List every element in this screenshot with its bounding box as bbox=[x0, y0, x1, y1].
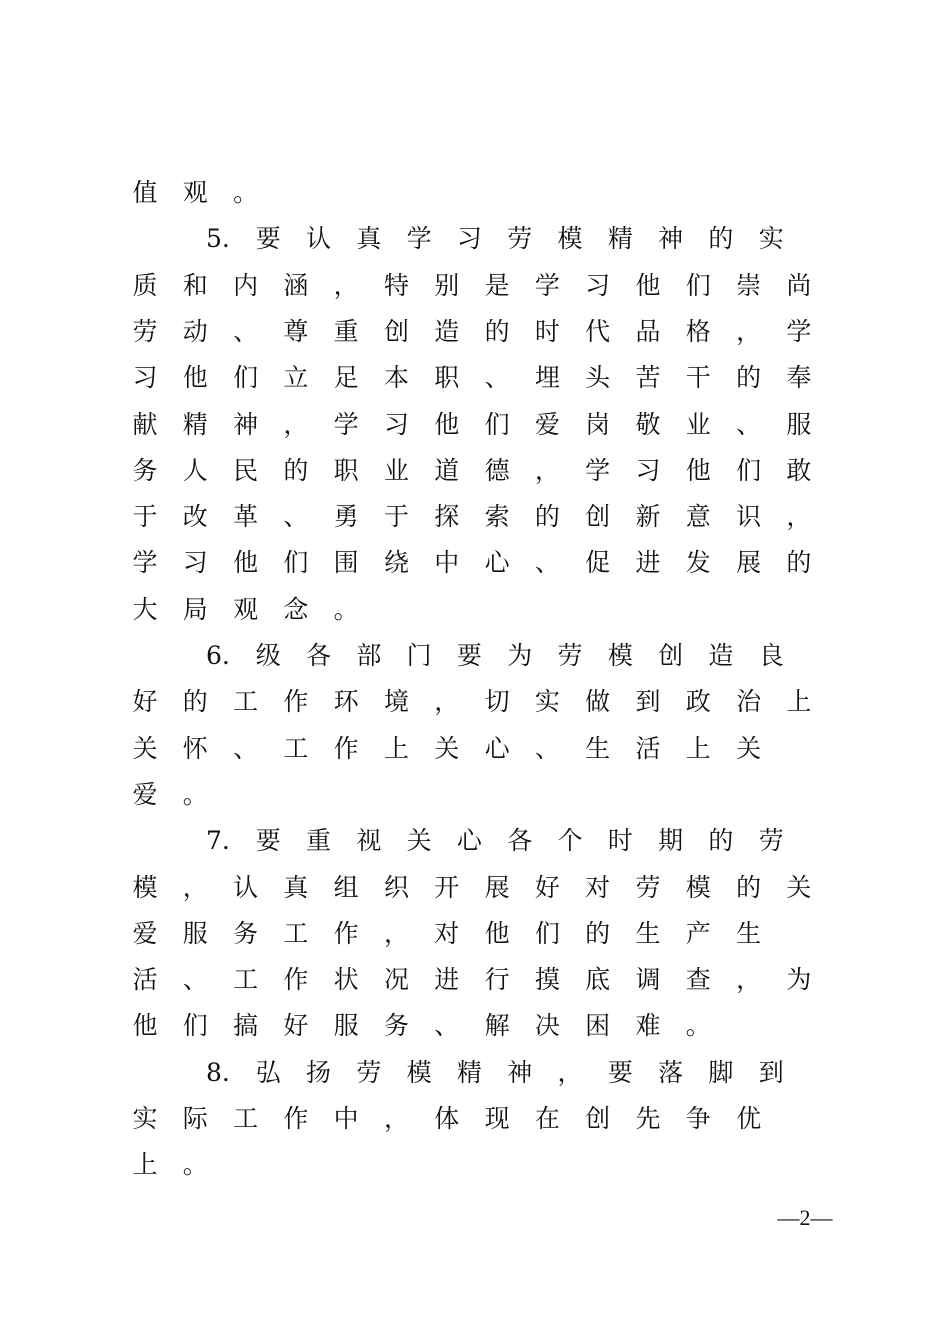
text-line bbox=[130, 263, 820, 309]
text-glyph: 优 bbox=[736, 1104, 762, 1133]
text-glyph: ， bbox=[383, 918, 409, 948]
text-glyph: 爱 bbox=[132, 779, 158, 809]
text-glyph: 模 bbox=[607, 641, 633, 670]
text-glyph: 作 bbox=[283, 687, 309, 717]
text-glyph: 扬 bbox=[306, 1057, 332, 1087]
text-glyph: 。 bbox=[182, 1150, 208, 1180]
text-glyph: 学 bbox=[786, 316, 812, 346]
text-glyph: 劳 bbox=[507, 224, 533, 254]
text-glyph: 落 bbox=[658, 1057, 684, 1087]
text-glyph: 要 bbox=[255, 224, 281, 254]
text-glyph: 重 bbox=[333, 316, 359, 346]
text-glyph: 习 bbox=[635, 455, 661, 485]
text-glyph: 关 bbox=[786, 872, 812, 902]
text-glyph: 上 bbox=[383, 733, 409, 763]
text-glyph: 作 bbox=[333, 918, 359, 948]
text-glyph: 况 bbox=[383, 965, 409, 995]
text-glyph: 职 bbox=[434, 363, 460, 393]
text-glyph: 工 bbox=[283, 733, 309, 763]
text-glyph: 决 bbox=[534, 1011, 560, 1041]
text-glyph: 、 bbox=[484, 363, 510, 393]
text-glyph: 务 bbox=[132, 455, 158, 485]
text-glyph: 识 bbox=[736, 502, 762, 532]
text-glyph: 业 bbox=[685, 409, 711, 439]
text-glyph: 困 bbox=[585, 1011, 611, 1041]
text-glyph: 、 bbox=[233, 733, 259, 763]
text-glyph: 先 bbox=[635, 1104, 661, 1133]
text-glyph: 们 bbox=[233, 363, 259, 393]
text-glyph: 动 bbox=[182, 316, 208, 346]
text-glyph: 好 bbox=[132, 687, 158, 717]
text-glyph: 他 bbox=[635, 270, 661, 300]
text-glyph: 观 bbox=[233, 594, 259, 624]
text-glyph: 6. bbox=[205, 641, 230, 670]
text-glyph: 关 bbox=[434, 733, 460, 763]
text-glyph: 好 bbox=[534, 872, 560, 902]
text-glyph: 实 bbox=[132, 1104, 158, 1133]
text-glyph: 创 bbox=[383, 316, 409, 346]
text-glyph: 习 bbox=[585, 270, 611, 300]
text-glyph: 造 bbox=[708, 641, 734, 670]
text-line bbox=[130, 402, 820, 448]
text-glyph: 他 bbox=[182, 363, 208, 393]
text-glyph: 们 bbox=[182, 1011, 208, 1041]
text-glyph: 工 bbox=[233, 687, 259, 717]
text-glyph: 品 bbox=[635, 316, 661, 346]
text-glyph: 摸 bbox=[534, 965, 560, 995]
text-glyph: 争 bbox=[685, 1104, 711, 1133]
text-line bbox=[130, 309, 820, 355]
text-glyph: 是 bbox=[484, 270, 510, 300]
text-glyph: 服 bbox=[182, 918, 208, 948]
text-glyph: 在 bbox=[534, 1104, 560, 1133]
text-glyph: 、 bbox=[736, 409, 762, 439]
text-glyph: 境 bbox=[383, 687, 409, 717]
text-glyph: 苦 bbox=[635, 363, 661, 393]
text-glyph: 职 bbox=[333, 455, 359, 485]
text-glyph: 创 bbox=[658, 641, 684, 670]
text-line bbox=[130, 448, 820, 494]
text-glyph: 围 bbox=[333, 548, 359, 578]
text-glyph: 学 bbox=[132, 548, 158, 578]
text-glyph: 的 bbox=[736, 872, 762, 902]
text-glyph: 德 bbox=[484, 455, 510, 485]
text-glyph: 精 bbox=[456, 1057, 482, 1087]
text-glyph: 状 bbox=[333, 965, 359, 995]
text-glyph: 视 bbox=[356, 826, 382, 856]
text-glyph: 观 bbox=[182, 178, 208, 207]
text-glyph: 劳 bbox=[635, 872, 661, 902]
text-glyph: 精 bbox=[182, 409, 208, 439]
text-glyph: 干 bbox=[685, 363, 711, 393]
text-line bbox=[130, 355, 820, 401]
text-glyph: 切 bbox=[484, 687, 510, 717]
text-glyph: 作 bbox=[283, 965, 309, 995]
text-glyph: 劳 bbox=[557, 641, 583, 670]
text-glyph: 神 bbox=[658, 224, 684, 254]
text-glyph: 创 bbox=[585, 1104, 611, 1133]
text-glyph: 质 bbox=[132, 270, 158, 300]
text-glyph: 尊 bbox=[283, 316, 309, 346]
text-glyph: 上 bbox=[685, 733, 711, 763]
text-glyph: 生 bbox=[585, 733, 611, 763]
text-glyph: 模 bbox=[132, 872, 158, 902]
text-line bbox=[130, 1050, 820, 1096]
text-glyph: 学 bbox=[534, 270, 560, 300]
text-glyph: 各 bbox=[306, 641, 332, 670]
text-glyph: 心 bbox=[484, 733, 510, 763]
text-glyph: 模 bbox=[406, 1057, 432, 1087]
text-glyph: 习 bbox=[182, 548, 208, 578]
text-line bbox=[130, 587, 820, 633]
text-glyph: 习 bbox=[456, 224, 482, 254]
text-line bbox=[130, 772, 820, 818]
text-glyph: 大 bbox=[132, 594, 158, 624]
text-glyph: 的 bbox=[708, 826, 734, 856]
text-glyph: 的 bbox=[736, 363, 762, 393]
text-glyph: ， bbox=[736, 316, 762, 346]
text-glyph: 。 bbox=[233, 178, 259, 207]
text-glyph: 要 bbox=[456, 641, 482, 670]
text-glyph: 发 bbox=[685, 548, 711, 578]
text-glyph: 局 bbox=[182, 594, 208, 624]
text-glyph: 绕 bbox=[383, 548, 409, 578]
text-glyph: 认 bbox=[233, 872, 259, 902]
text-glyph: 部 bbox=[356, 641, 382, 670]
text-glyph: 期 bbox=[658, 826, 684, 856]
text-glyph: 展 bbox=[736, 548, 762, 578]
text-glyph: 的 bbox=[283, 455, 309, 485]
text-glyph: 体 bbox=[434, 1104, 460, 1133]
text-glyph: 行 bbox=[484, 965, 510, 995]
text-glyph: 活 bbox=[635, 733, 661, 763]
text-glyph: 实 bbox=[534, 687, 560, 717]
text-glyph: 门 bbox=[406, 641, 432, 670]
text-glyph: 崇 bbox=[736, 270, 762, 300]
text-glyph: 好 bbox=[283, 1011, 309, 1041]
text-glyph: 们 bbox=[685, 270, 711, 300]
text-glyph: 要 bbox=[255, 826, 281, 856]
text-glyph: ， bbox=[434, 687, 460, 717]
text-glyph: 际 bbox=[182, 1104, 208, 1133]
text-glyph: 献 bbox=[132, 409, 158, 439]
text-glyph: 真 bbox=[356, 224, 382, 254]
text-glyph: 岗 bbox=[585, 409, 611, 439]
text-line bbox=[130, 957, 820, 1003]
text-glyph: 敢 bbox=[786, 455, 812, 485]
text-glyph: 道 bbox=[434, 455, 460, 485]
text-glyph: ， bbox=[383, 1104, 409, 1133]
text-glyph: 对 bbox=[585, 872, 611, 902]
text-glyph: 织 bbox=[383, 872, 409, 902]
text-glyph: 念 bbox=[283, 594, 309, 624]
text-glyph: 心 bbox=[484, 548, 510, 578]
text-glyph: ， bbox=[283, 409, 309, 439]
text-glyph: 时 bbox=[534, 316, 560, 346]
text-glyph: 业 bbox=[383, 455, 409, 485]
text-glyph: 现 bbox=[484, 1104, 510, 1133]
text-glyph: 爱 bbox=[132, 918, 158, 948]
text-glyph: ， bbox=[534, 455, 560, 485]
text-glyph: 。 bbox=[182, 779, 208, 809]
text-glyph: 头 bbox=[585, 363, 611, 393]
text-glyph: 、 bbox=[434, 1011, 460, 1041]
text-glyph: 们 bbox=[283, 548, 309, 578]
text-glyph: 生 bbox=[635, 918, 661, 948]
text-glyph: 工 bbox=[233, 965, 259, 995]
text-glyph: 查 bbox=[685, 965, 711, 995]
text-glyph: 活 bbox=[132, 965, 158, 995]
text-glyph: 政 bbox=[685, 687, 711, 717]
text-glyph: 、 bbox=[233, 316, 259, 346]
text-glyph: 内 bbox=[233, 270, 259, 300]
text-glyph: 认 bbox=[306, 224, 332, 254]
text-glyph: 搞 bbox=[233, 1011, 259, 1041]
text-glyph: 习 bbox=[383, 409, 409, 439]
page-number: —2— bbox=[777, 1205, 833, 1230]
text-glyph: 做 bbox=[585, 687, 611, 717]
text-glyph: 劳 bbox=[132, 316, 158, 346]
text-glyph: 他 bbox=[233, 548, 259, 578]
text-glyph: 组 bbox=[333, 872, 359, 902]
text-glyph: 他 bbox=[685, 455, 711, 485]
text-line bbox=[130, 1096, 820, 1142]
text-line bbox=[130, 633, 820, 679]
text-glyph: 关 bbox=[736, 733, 762, 763]
text-line bbox=[130, 540, 820, 586]
text-glyph: 实 bbox=[758, 224, 784, 254]
text-glyph: 脚 bbox=[708, 1057, 734, 1087]
text-glyph: 治 bbox=[736, 687, 762, 717]
text-glyph: 们 bbox=[534, 918, 560, 948]
text-glyph: 到 bbox=[758, 1057, 784, 1087]
text-line bbox=[130, 726, 820, 772]
text-glyph: 格 bbox=[685, 316, 711, 346]
text-glyph: 意 bbox=[685, 502, 711, 532]
text-glyph: 良 bbox=[758, 641, 784, 670]
text-glyph: 探 bbox=[434, 502, 460, 532]
text-glyph: 的 bbox=[585, 918, 611, 948]
text-glyph: 的 bbox=[534, 502, 560, 532]
text-glyph: 8. bbox=[205, 1057, 230, 1087]
text-glyph: 要 bbox=[607, 1057, 633, 1087]
text-glyph: 改 bbox=[182, 502, 208, 532]
text-glyph: 神 bbox=[233, 409, 259, 439]
text-glyph: 值 bbox=[132, 178, 158, 207]
text-glyph: 本 bbox=[383, 363, 409, 393]
text-glyph: 勇 bbox=[333, 502, 359, 532]
text-glyph: 和 bbox=[182, 270, 208, 300]
text-glyph: 们 bbox=[736, 455, 762, 485]
text-glyph: 敬 bbox=[635, 409, 661, 439]
text-glyph: 的 bbox=[484, 316, 510, 346]
text-glyph: 他 bbox=[132, 1011, 158, 1041]
text-line bbox=[130, 911, 820, 957]
text-glyph: 索 bbox=[484, 502, 510, 532]
text-line bbox=[130, 1142, 820, 1188]
text-glyph: 他 bbox=[484, 918, 510, 948]
text-glyph: 务 bbox=[233, 918, 259, 948]
text-glyph: 人 bbox=[182, 455, 208, 485]
text-glyph: 心 bbox=[456, 826, 482, 856]
text-glyph: 的 bbox=[708, 224, 734, 254]
text-glyph: 的 bbox=[182, 687, 208, 717]
text-glyph: ， bbox=[786, 502, 812, 532]
text-glyph: 环 bbox=[333, 687, 359, 717]
text-glyph: 关 bbox=[406, 826, 432, 856]
text-glyph: 怀 bbox=[182, 733, 208, 763]
text-glyph: 工 bbox=[283, 918, 309, 948]
text-glyph: 、 bbox=[283, 502, 309, 532]
text-glyph: 作 bbox=[333, 733, 359, 763]
text-glyph: ， bbox=[557, 1057, 583, 1087]
text-glyph: 级 bbox=[255, 641, 281, 670]
text-glyph: 特 bbox=[383, 270, 409, 300]
text-glyph: 民 bbox=[233, 455, 259, 485]
text-glyph: 的 bbox=[786, 548, 812, 578]
text-glyph: 、 bbox=[182, 965, 208, 995]
text-glyph: 生 bbox=[736, 918, 762, 948]
text-glyph: 展 bbox=[484, 872, 510, 902]
text-glyph: 他 bbox=[434, 409, 460, 439]
text-glyph: 习 bbox=[132, 363, 158, 393]
text-glyph: 为 bbox=[786, 965, 812, 995]
text-glyph: 学 bbox=[333, 409, 359, 439]
text-glyph: 各 bbox=[507, 826, 533, 856]
text-glyph: 奉 bbox=[786, 363, 812, 393]
text-glyph: 促 bbox=[585, 548, 611, 578]
text-line bbox=[130, 1003, 820, 1049]
text-glyph: 劳 bbox=[758, 826, 784, 856]
text-line bbox=[130, 679, 820, 725]
text-glyph: 关 bbox=[132, 733, 158, 763]
text-glyph: 学 bbox=[406, 224, 432, 254]
text-glyph: 务 bbox=[383, 1011, 409, 1041]
text-glyph: 精 bbox=[607, 224, 633, 254]
text-glyph: 对 bbox=[434, 918, 460, 948]
text-glyph: 工 bbox=[233, 1104, 259, 1133]
text-glyph: ， bbox=[736, 965, 762, 995]
text-glyph: 模 bbox=[557, 224, 583, 254]
text-glyph: 开 bbox=[434, 872, 460, 902]
text-glyph: 、 bbox=[534, 548, 560, 578]
text-glyph: 。 bbox=[333, 594, 359, 624]
text-glyph: 革 bbox=[233, 502, 259, 532]
text-glyph: 、 bbox=[534, 733, 560, 763]
text-glyph: 神 bbox=[507, 1057, 533, 1087]
text-glyph: 足 bbox=[333, 363, 359, 393]
text-glyph: 于 bbox=[132, 502, 158, 532]
text-line bbox=[130, 494, 820, 540]
text-glyph: 进 bbox=[434, 965, 460, 995]
text-line bbox=[130, 818, 820, 864]
text-glyph: 劳 bbox=[356, 1057, 382, 1087]
text-glyph: 。 bbox=[685, 1011, 711, 1041]
text-glyph: 作 bbox=[283, 1104, 309, 1133]
text-glyph: 立 bbox=[283, 363, 309, 393]
text-glyph: 真 bbox=[283, 872, 309, 902]
text-glyph: 难 bbox=[635, 1011, 661, 1041]
text-glyph: 上 bbox=[786, 687, 812, 717]
text-line bbox=[130, 216, 820, 262]
text-glyph: 别 bbox=[434, 270, 460, 300]
text-glyph: 学 bbox=[585, 455, 611, 485]
text-glyph: 中 bbox=[333, 1104, 359, 1133]
text-glyph: 到 bbox=[635, 687, 661, 717]
text-glyph: 新 bbox=[635, 502, 661, 532]
text-glyph: 中 bbox=[434, 548, 460, 578]
text-glyph: 们 bbox=[484, 409, 510, 439]
text-line bbox=[130, 865, 820, 911]
text-glyph: 产 bbox=[685, 918, 711, 948]
text-glyph: 于 bbox=[383, 502, 409, 532]
text-line bbox=[130, 170, 820, 216]
text-glyph: 创 bbox=[585, 502, 611, 532]
text-glyph: 服 bbox=[786, 409, 812, 439]
text-glyph: 上 bbox=[132, 1150, 158, 1180]
text-glyph: 造 bbox=[434, 316, 460, 346]
text-glyph: 爱 bbox=[534, 409, 560, 439]
text-glyph: 尚 bbox=[786, 270, 812, 300]
text-glyph: 个 bbox=[557, 826, 583, 856]
text-glyph: 涵 bbox=[283, 270, 309, 300]
text-glyph: 为 bbox=[507, 641, 533, 670]
text-glyph: 进 bbox=[635, 548, 661, 578]
text-glyph: 弘 bbox=[255, 1057, 281, 1087]
text-glyph: 模 bbox=[685, 872, 711, 902]
text-glyph: 5. bbox=[205, 224, 230, 254]
text-glyph: 底 bbox=[585, 965, 611, 995]
text-glyph: 调 bbox=[635, 965, 661, 995]
text-glyph: 解 bbox=[484, 1011, 510, 1041]
text-glyph: 埋 bbox=[534, 363, 560, 393]
text-glyph: ， bbox=[333, 270, 359, 300]
text-glyph: 代 bbox=[585, 316, 611, 346]
text-glyph: 时 bbox=[607, 826, 633, 856]
text-glyph: ， bbox=[182, 872, 208, 902]
text-glyph: 重 bbox=[306, 826, 332, 856]
text-glyph: 服 bbox=[333, 1011, 359, 1041]
text-glyph: 7. bbox=[205, 826, 230, 856]
